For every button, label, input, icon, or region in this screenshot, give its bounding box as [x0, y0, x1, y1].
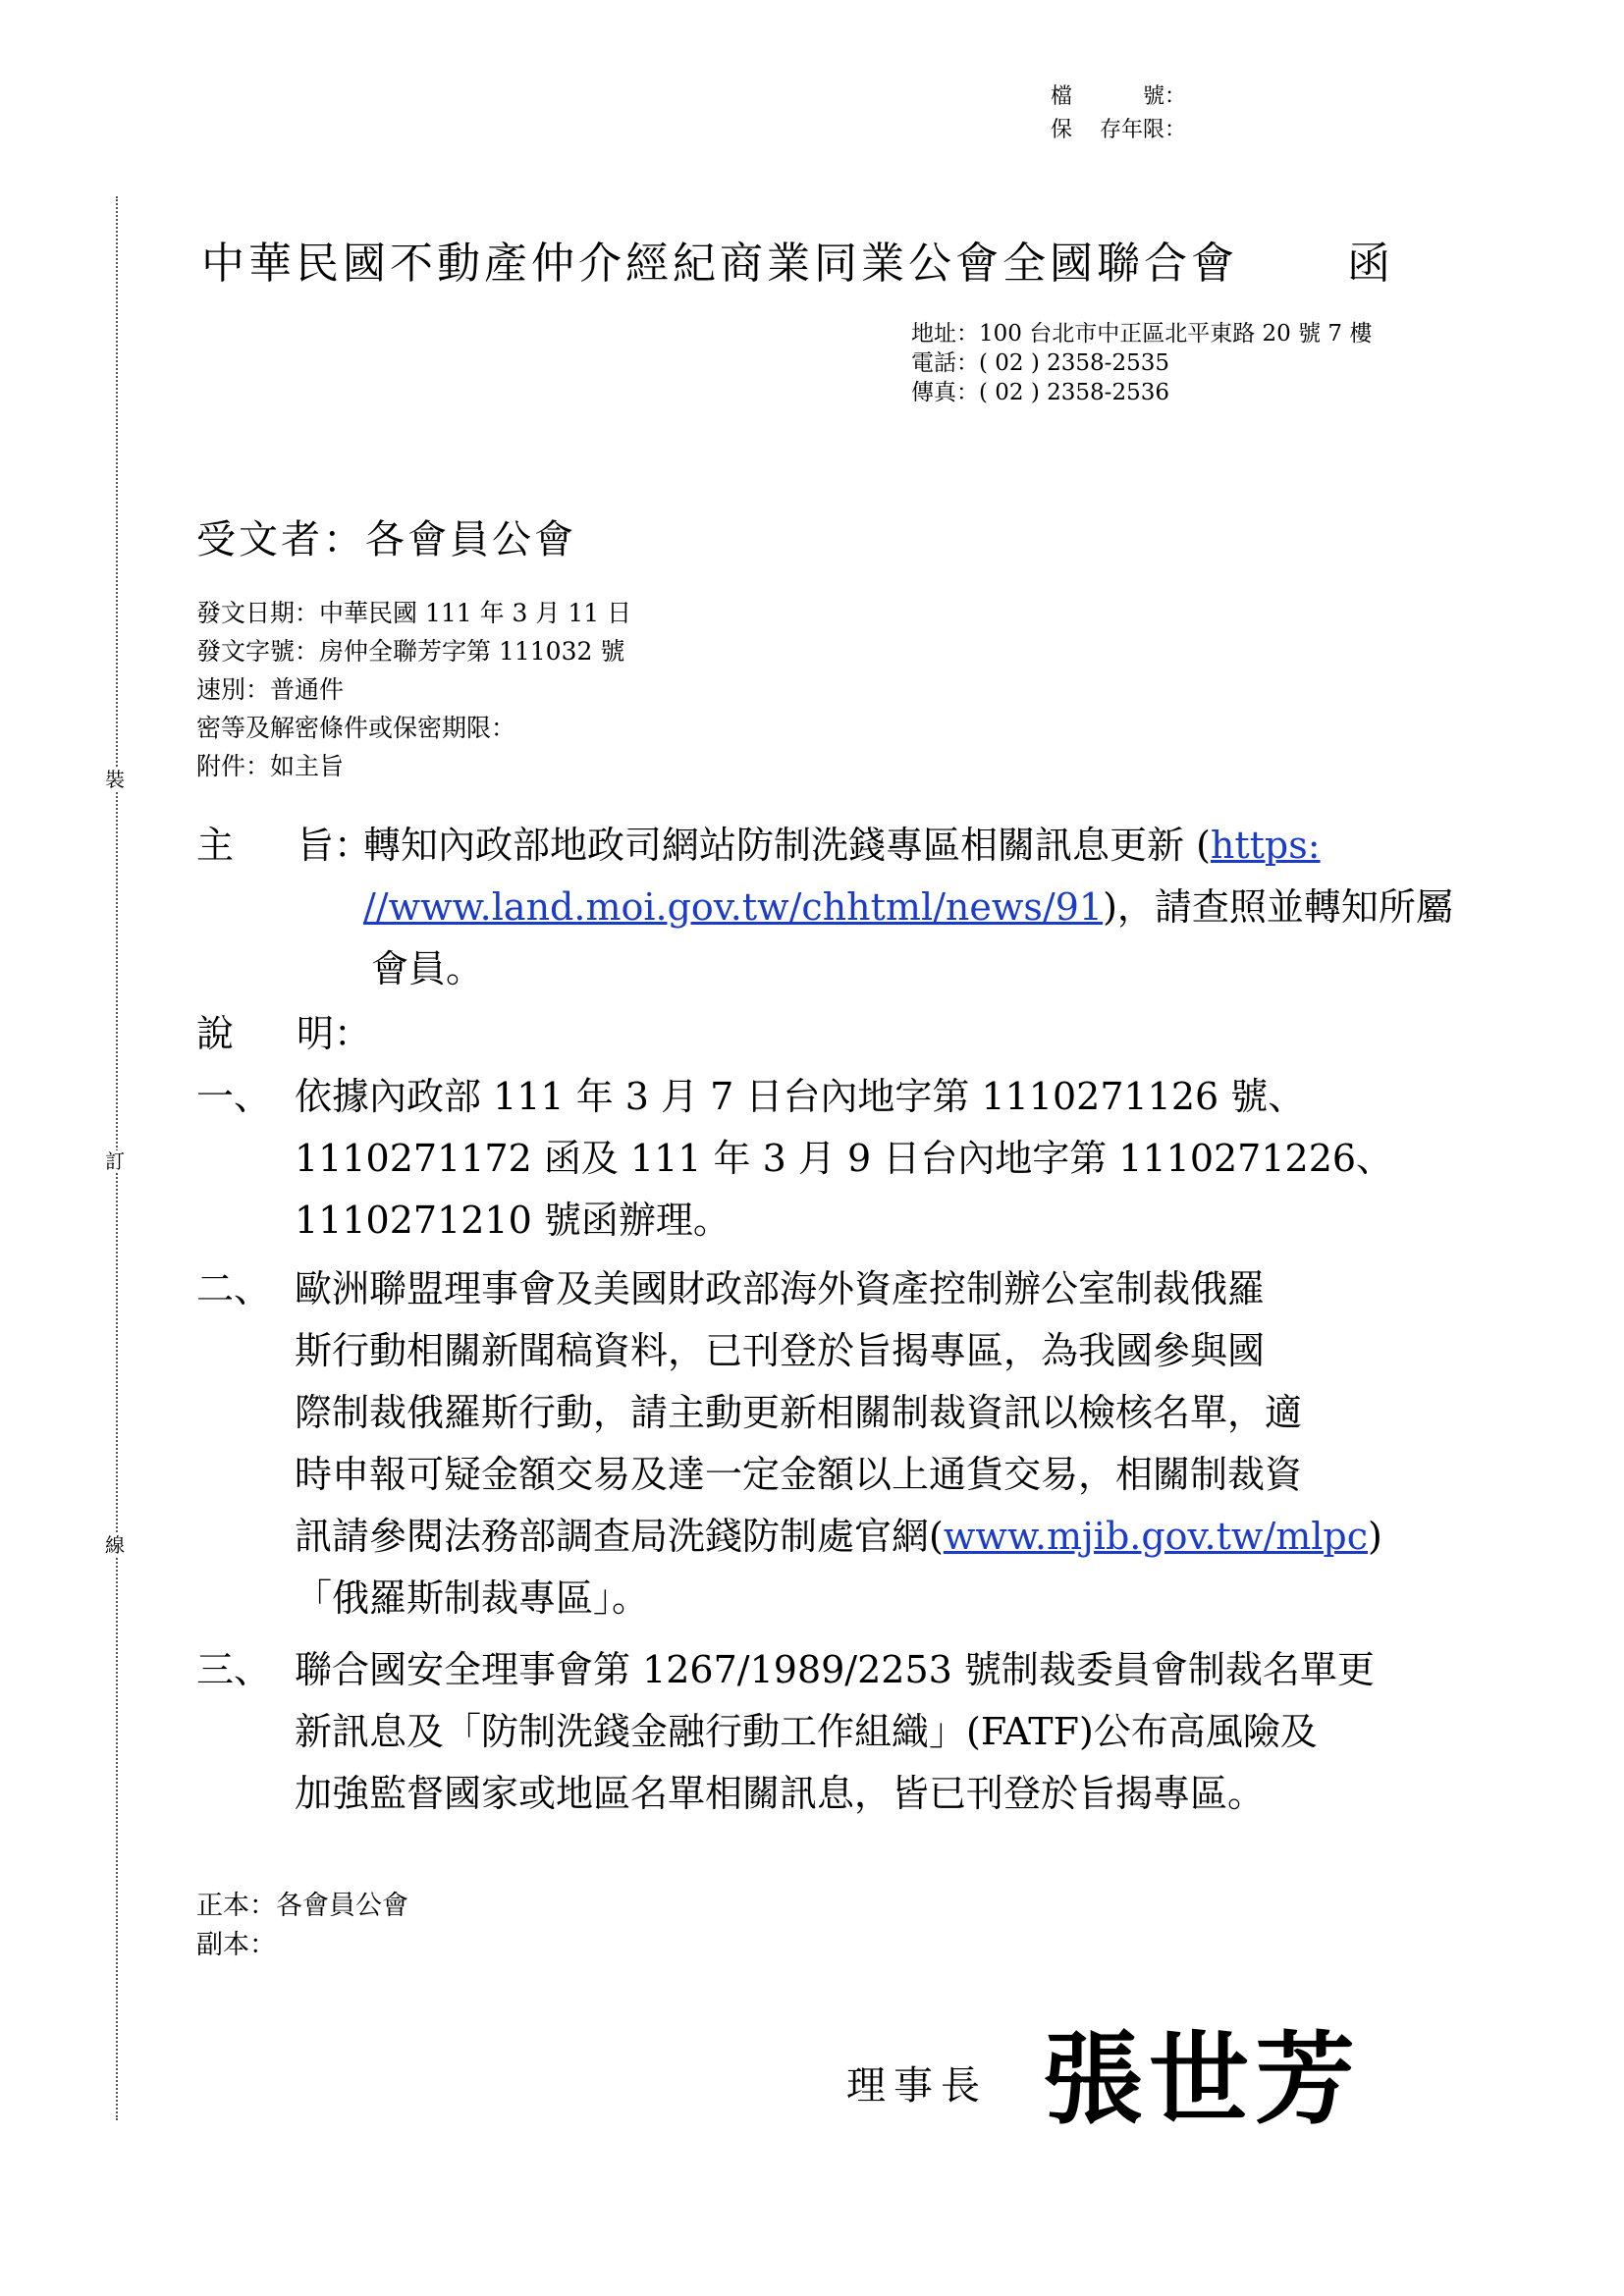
item-1-line-2: 1110271172 函及 111 年 3 月 9 日台內地字第 1110271226、: [295, 1137, 1394, 1180]
item-number: 二、: [196, 1267, 272, 1310]
retention-label-b: 存年限: [1099, 118, 1164, 142]
binding-mark-zhuang: 裝: [102, 769, 128, 790]
subject-line-2: )，請查照並轉知所屬: [1103, 885, 1453, 929]
item-2-line-2: 斯行動相關新聞稿資料，已刊登於旨揭專區，為我國參與國: [295, 1329, 1266, 1372]
item-number: 一、: [196, 1075, 272, 1118]
address: 地址：100 台北市中正區北平東路 20 號 7 樓: [911, 321, 1373, 347]
issue-date: 發文日期：中華民國 111 年 3 月 11 日: [196, 599, 632, 627]
mjib-link[interactable]: www.mjib.gov.tw/mlpc: [943, 1515, 1368, 1558]
original-recipient: 正本：各會員公會: [196, 1891, 408, 1921]
item-2-line-6: 「俄羅斯制裁專區」。: [295, 1576, 650, 1620]
file-number-label-b: 號: [1142, 84, 1164, 109]
item-2-line-5: 訊請參閱法務部調查局洗錢防制處官網(: [295, 1515, 944, 1558]
distribution: [196, 1887, 408, 1965]
fax: 傳真：( 02 ) 2358-2536: [911, 380, 1169, 405]
item-1-line-3: 1110271210 號函辦理。: [295, 1199, 731, 1242]
subject-label-char-1: 主: [196, 824, 235, 867]
phone: 電話：( 02 ) 2358-2535: [911, 350, 1169, 376]
subject-text: [363, 815, 1463, 1000]
file-number-row: [1051, 80, 1186, 114]
retention-colon: ：: [1164, 118, 1187, 142]
organization-name: 中華民國不動產仲介經紀商業同業公會全國聯合會: [201, 239, 1238, 289]
item-3-line-1: 聯合國安全理事會第 1267/1989/2253 號制裁委員會制裁名單更: [295, 1648, 1375, 1691]
signature-name: 張世芳: [1043, 2021, 1361, 2139]
file-number-label-a: 檔: [1051, 84, 1073, 109]
item-2-line-5-end: ): [1368, 1515, 1382, 1558]
binding-mark-xian: 線: [102, 1534, 128, 1556]
explanation-label-char-2: 明: [296, 1012, 334, 1055]
signature-title: 理事長: [846, 2063, 988, 2109]
file-number-colon: ：: [1164, 84, 1187, 109]
item-2-line-1: 歐洲聯盟理事會及美國財政部海外資產控制辦公室制裁俄羅: [295, 1267, 1266, 1310]
item-3-line-2: 新訊息及「防制洗錢金融行動工作組織」(FATF)公布高風險及: [295, 1710, 1318, 1753]
binding-mark-ding: 訂: [102, 1150, 128, 1172]
item-1-line-1: 依據內政部 111 年 3 月 7 日台內地字第 1110271126 號、: [295, 1075, 1306, 1118]
issue-metadata: [196, 594, 631, 785]
explanation-label: [196, 1003, 371, 1065]
retention-label-a: 保: [1051, 118, 1073, 142]
item-3-line-3: 加強監督國家或地區名單相關訊息，皆已刊登於旨揭專區。: [295, 1772, 1266, 1815]
copy-recipient: 副本：: [196, 1930, 276, 1960]
recipient: 受文者：各會員公會: [196, 517, 576, 562]
file-meta: [1051, 80, 1186, 147]
explanation-colon: ：: [334, 1012, 372, 1055]
subject-line-1: 轉知內政部地政司網站防制洗錢專區相關訊息更新 (: [363, 824, 1211, 867]
retention-row: [1051, 114, 1186, 147]
document-type: 函: [1347, 239, 1390, 289]
subject-link-part-2[interactable]: //www.land.moi.gov.tw/chhtml/news/91: [363, 885, 1104, 929]
item-2-line-3: 際制裁俄羅斯行動，請主動更新相關制裁資訊以檢核名單，適: [295, 1391, 1303, 1434]
urgency: 速別：普通件: [196, 675, 345, 704]
subject-colon: ：: [334, 824, 372, 867]
confidentiality: 密等及解密條件或保密期限：: [196, 714, 516, 742]
explanation-label-char-1: 說: [196, 1012, 235, 1055]
subject-link-part-1[interactable]: https:: [1210, 824, 1321, 867]
subject-line-3: 會員。: [371, 947, 484, 990]
subject-label: [196, 815, 371, 877]
attachment: 附件：如主旨: [196, 752, 345, 780]
item-2-line-4: 時申報可疑金額交易及達一定金額以上通貨交易，相關制裁資: [295, 1453, 1303, 1496]
subject-label-char-2: 旨: [296, 824, 334, 867]
document-number: 發文字號：房仲全聯芳字第 111032 號: [196, 637, 625, 666]
item-number: 三、: [196, 1648, 272, 1691]
contact-block: [911, 319, 1372, 407]
